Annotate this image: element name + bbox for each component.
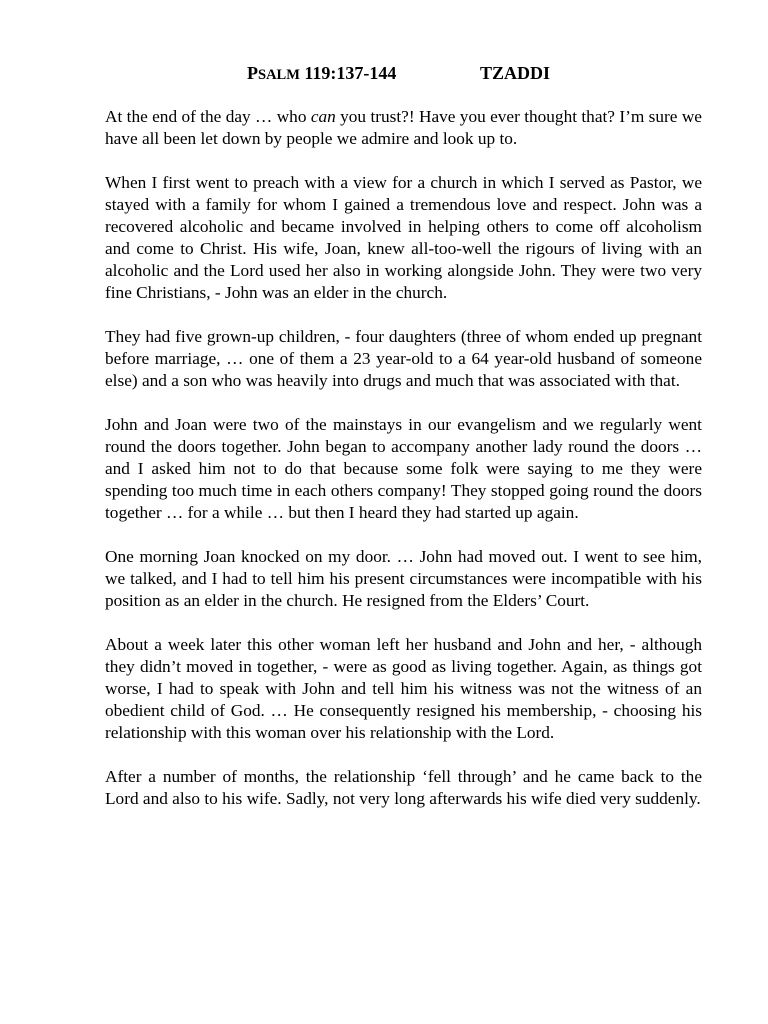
reference-numbers: 119:137-144: [299, 63, 397, 83]
paragraph-1-start: At the end of the day … who: [105, 107, 311, 126]
paragraph-2: When I first went to preach with a view for a church in which I served as Pastor, we stayed with a family for whom I gained a tremendous love and respect. John was a recovered alcoholic and became involved in helping others to come off alcoholism and come to Christ. His wife, Joan, knew all-too-well the rigours of living with an alcoholic and the Lord used her also in working alongside John. They were two very fine Christians, - John was an elder in the church.: [105, 173, 702, 302]
scripture-reference: [247, 62, 396, 86]
hebrew-letter-title: TZADDI: [480, 63, 551, 83]
paragraph-1: [105, 106, 702, 150]
reference-small-caps: SALM: [258, 67, 300, 83]
paragraph-6: About a week later this other woman left her husband and John and her, - although they didn’t moved in together, - were as good as living together. Again, as things got worse, I had to speak with John and tell him his witness was not the witness of an obedient child of God. … He consequently resigned his membership, - choosing his relationship with this woman over his relationship with the Lord.: [105, 635, 702, 742]
paragraph-7: After a number of months, the relationship ‘fell through’ and he came back to the Lord and also to his wife. Sadly, not very long afterwards his wife died very suddenly.: [105, 767, 702, 808]
paragraph-4: John and Joan were two of the mainstays in our evangelism and we regularly went round the doors together. John began to accompany another lady round the doors … and I asked him not to do that because some folk were saying to me they were spending too much time in each others company! They stopped going round the doors together … for a while … but then I heard they had started up again.: [105, 415, 702, 522]
paragraph-5: One morning Joan knocked on my door. … John had moved out. I went to see him, we talked, and I had to tell him his present circumstances were incompatible with his position as an elder in the church. He resigned from the Elders’ Court.: [105, 547, 702, 610]
document-body: [105, 106, 702, 810]
reference-initial: P: [247, 63, 258, 83]
paragraph-1-emphasis: can: [310, 107, 336, 126]
paragraph-3: They had five grown-up children, - four daughters (three of whom ended up pregnant before marriage, … one of them a 23 year-old to a 64 year-old husband of someone else) and a son who was heavily into drugs and much that was associated with that.: [105, 327, 702, 390]
paragraph-1-end: you trust?! Have you ever thought that? I’m sure we have all been let down by people we admire and look up to.: [105, 107, 702, 148]
